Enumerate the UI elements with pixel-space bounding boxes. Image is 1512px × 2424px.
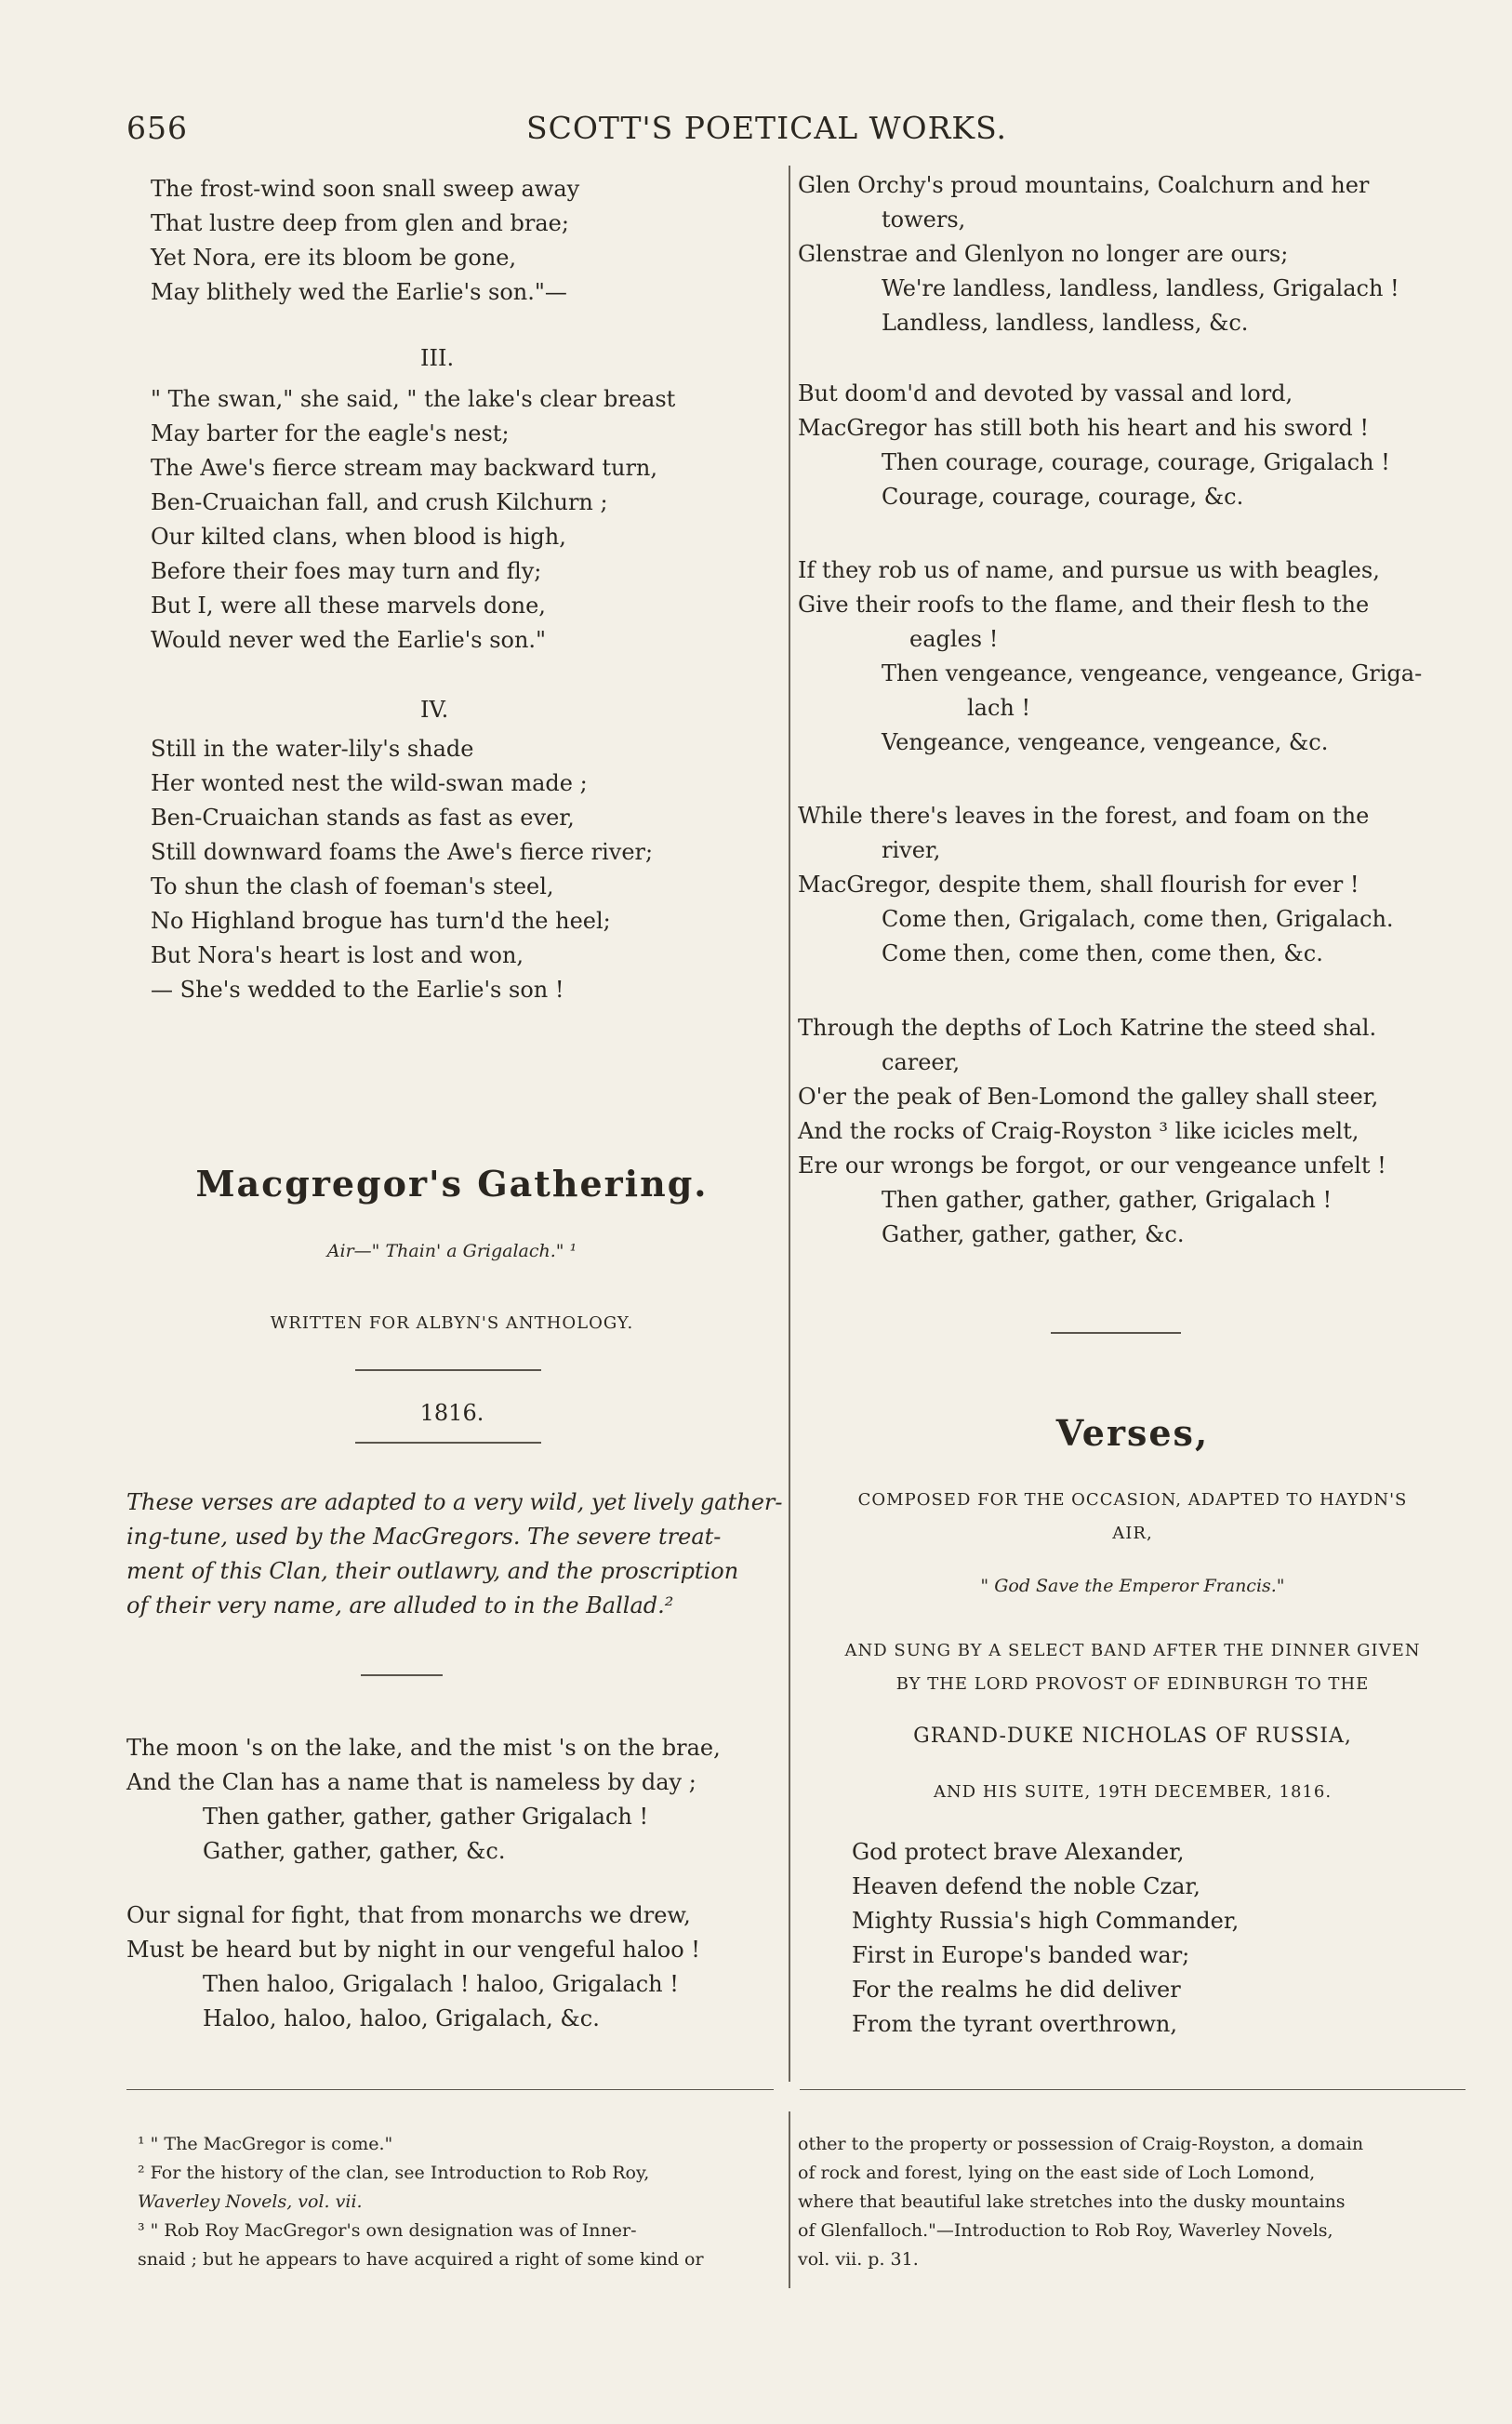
verse-line: eagles ! [909, 626, 999, 652]
verse-line: But I, were all these marvels done, [151, 593, 546, 619]
poem-year: 1816. [419, 1400, 484, 1426]
poem-written-for: WRITTEN FOR ALBYN'S ANTHOLOGY. [270, 1313, 634, 1333]
verse-line: — She's wedded to the Earlie's son ! [151, 977, 564, 1003]
verse-line: While there's leaves in the forest, and foam on the [798, 803, 1370, 829]
verse-line: Our signal for fight, that from monarchs we drew, [126, 1902, 691, 1928]
verses-air-title: " God Save the Emperor Francis." [980, 1576, 1285, 1596]
verse-line: Gather, gather, gather, &c. [882, 1221, 1185, 1247]
verse-line: Vengeance, vengeance, vengeance, &c. [882, 729, 1329, 755]
verse-line: That lustre deep from glen and brae; [151, 210, 569, 236]
verse-line: From the tyrant overthrown, [852, 2011, 1177, 2037]
verse-line: But doom'd and devoted by vassal and lord, [798, 380, 1293, 406]
verse-line: Still downward foams the Awe's fierce river; [151, 839, 654, 865]
footnote: where that beautiful lake stretches into the dusky mountains [798, 2191, 1346, 2212]
verse-line: Ben-Cruaichan fall, and crush Kilchurn ; [151, 489, 608, 515]
footnote: other to the property or possession of Craig-Royston, a domain [798, 2134, 1364, 2154]
footnote-rule [126, 2089, 774, 2090]
verse-line: Then gather, gather, gather, Grigalach ! [882, 1187, 1333, 1213]
verse-line: Ben-Cruaichan stands as fast as ever, [151, 805, 575, 831]
verse-line: Glen Orchy's proud mountains, Coalchurn and her [798, 172, 1370, 198]
verse-line: Landless, landless, landless, &c. [882, 310, 1249, 336]
verse-line: Haloo, haloo, haloo, Grigalach, &c. [203, 2005, 600, 2031]
verse-line: No Highland brogue has turn'd the heel; [151, 908, 611, 934]
verse-line: May barter for the eagle's nest; [151, 420, 510, 446]
verse-line: river, [882, 837, 941, 863]
short-rule [361, 1674, 443, 1676]
verse-line: And the rocks of Craig-Royston ³ like icicles melt, [798, 1118, 1359, 1144]
verse-line: Give their roofs to the flame, and their flesh to the [798, 592, 1370, 618]
verses-title: Verses, [1055, 1412, 1210, 1454]
verse-line: We're landless, landless, landless, Grigalach ! [882, 275, 1399, 301]
rule [355, 1369, 541, 1371]
verse-line: O'er the peak of Ben-Lomond the galley shall steer, [798, 1084, 1379, 1110]
verse-line: Then haloo, Grigalach ! haloo, Grigalach ! [203, 1971, 679, 1997]
verse-line: If they rob us of name, and pursue us with beagles, [798, 557, 1380, 583]
verses-air-label: AIR, [1112, 1524, 1153, 1543]
footnote: snaid ; but he appears to have acquired a right of some kind or [138, 2249, 704, 2270]
verse-line: Then courage, courage, courage, Grigalach ! [882, 449, 1390, 475]
footnote: vol. vii. p. 31. [798, 2249, 919, 2270]
verse-line: But Nora's heart is lost and won, [151, 942, 524, 968]
verse-line: The moon 's on the lake, and the mist 's on the brae, [126, 1735, 721, 1761]
footnote: ¹ " The MacGregor is come." [138, 2134, 393, 2154]
verse-line: And the Clan has a name that is nameless by day ; [126, 1769, 696, 1795]
verse-line: The frost-wind soon snall sweep away [151, 176, 580, 202]
verse-line: Through the depths of Loch Katrine the steed shal. [798, 1015, 1377, 1041]
footnote: Waverley Novels, vol. vii. [138, 2191, 363, 2212]
verse-line: towers, [882, 206, 966, 233]
poem-title: Macgregor's Gathering. [195, 1163, 709, 1205]
verses-grand-duke: GRAND-DUKE NICHOLAS OF RUSSIA, [913, 1725, 1352, 1748]
footnote: ³ " Rob Roy MacGregor's own designation was of Inner- [138, 2220, 637, 2241]
verse-line: lach ! [967, 695, 1031, 721]
intro-line: These verses are adapted to a very wild, yet lively gather- [126, 1489, 783, 1515]
section-rule [1051, 1332, 1181, 1334]
verse-line: Would never wed the Earlie's son." [151, 627, 547, 653]
verse-line: Mighty Russia's high Commander, [852, 1908, 1240, 1934]
verse-line: God protect brave Alexander, [852, 1839, 1185, 1865]
verse-line: For the realms he did deliver [852, 1977, 1181, 2003]
verse-line: Gather, gather, gather, &c. [203, 1838, 506, 1864]
verse-line: Ere our wrongs be forgot, or our vengeance unfelt ! [798, 1152, 1386, 1179]
verse-line: Come then, Grigalach, come then, Grigalach. [882, 906, 1394, 932]
verse-line: Our kilted clans, when blood is high, [151, 524, 566, 550]
running-title: SCOTT'S POETICAL WORKS. [526, 110, 1007, 146]
verse-line: The Awe's fierce stream may backward turn, [151, 455, 658, 481]
rule [355, 1442, 541, 1444]
page-number: 656 [126, 110, 188, 146]
verses-sung-line: AND SUNG BY A SELECT BAND AFTER THE DINNER GIVEN [844, 1641, 1421, 1660]
verse-line: Then vengeance, vengeance, vengeance, Griga- [882, 660, 1423, 686]
footnote-divider [789, 2111, 790, 2288]
footnote-rule [800, 2089, 1466, 2090]
verse-line: To shun the clash of foeman's steel, [151, 873, 554, 899]
verse-line: MacGregor, despite them, shall flourish for ever ! [798, 872, 1359, 898]
stanza-number: III. [420, 345, 455, 371]
verse-line: Still in the water-lily's shade [151, 736, 474, 762]
verse-line: Must be heard but by night in our vengeful haloo ! [126, 1937, 700, 1963]
footnote: of rock and forest, lying on the east side of Loch Lomond, [798, 2163, 1316, 2183]
verse-line: Before their foes may turn and fly; [151, 558, 542, 584]
stanza-number: IV. [420, 697, 449, 723]
verse-line: Her wonted nest the wild-swan made ; [151, 770, 588, 796]
poem-air: Air—" Thain' a Grigalach." ¹ [326, 1241, 577, 1261]
intro-line: ment of this Clan, their outlawry, and the proscription [126, 1558, 739, 1584]
verse-line: " The swan," she said, " the lake's clear breast [151, 386, 676, 412]
verse-line: Courage, courage, courage, &c. [882, 484, 1244, 510]
verse-line: MacGregor has still both his heart and his sword ! [798, 415, 1370, 441]
verses-date: AND HIS SUITE, 19TH DECEMBER, 1816. [933, 1782, 1333, 1802]
footnote: of Glenfalloch."—Introduction to Rob Roy, Waverley Novels, [798, 2220, 1333, 2241]
verse-line: Come then, come then, come then, &c. [882, 940, 1323, 966]
intro-line: of their very name, are alluded to in the Ballad.² [126, 1592, 674, 1618]
verse-line: May blithely wed the Earlie's son."— [151, 279, 567, 305]
verse-line: Glenstrae and Glenlyon no longer are ours; [798, 241, 1289, 267]
footnote: ² For the history of the clan, see Introduction to Rob Roy, [138, 2163, 650, 2183]
verses-composed: COMPOSED FOR THE OCCASION, ADAPTED TO HAYDN'S [857, 1490, 1408, 1510]
verses-sung-line: BY THE LORD PROVOST OF EDINBURGH TO THE [895, 1674, 1370, 1694]
intro-line: ing-tune, used by the MacGregors. The severe treat- [126, 1524, 722, 1550]
verse-line: career, [882, 1049, 961, 1075]
verse-line: Yet Nora, ere its bloom be gone, [151, 245, 517, 271]
verse-line: Heaven defend the noble Czar, [852, 1873, 1200, 1899]
column-divider [789, 166, 790, 2082]
verse-line: First in Europe's banded war; [852, 1942, 1190, 1968]
verse-line: Then gather, gather, gather Grigalach ! [203, 1804, 649, 1830]
